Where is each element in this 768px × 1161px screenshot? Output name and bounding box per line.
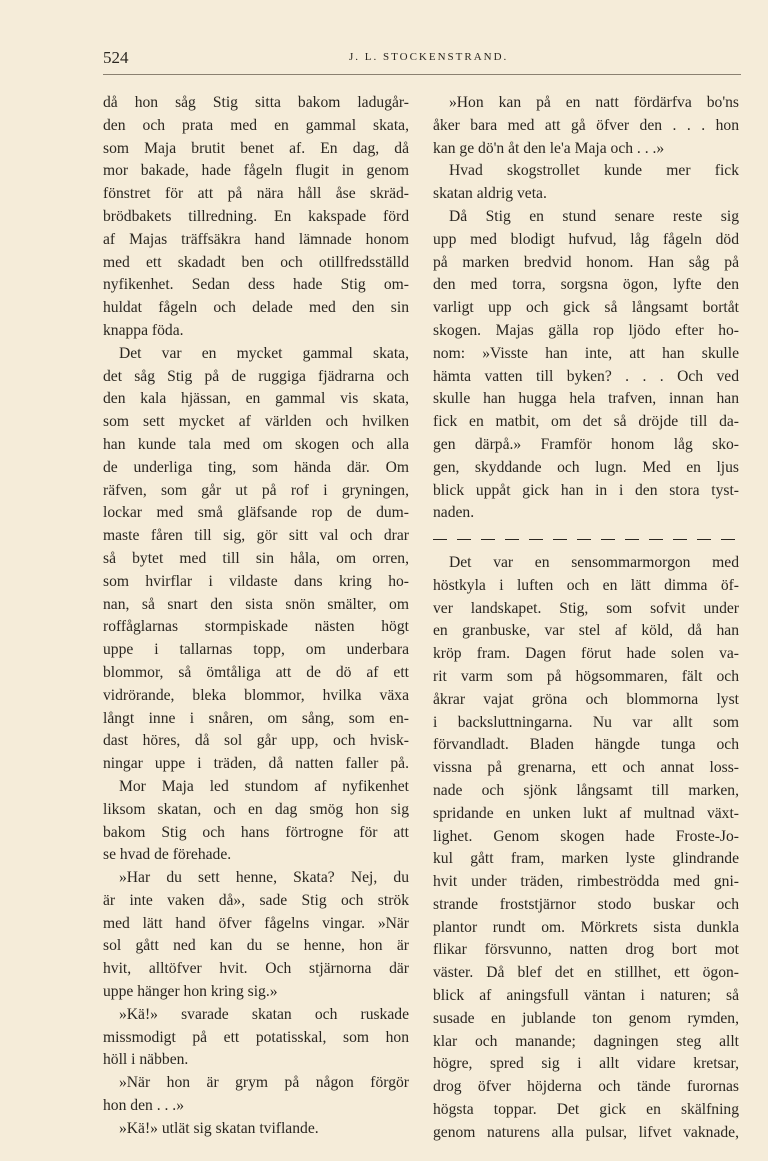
text-line: gen, skyddande och lugn. Med en ljus	[433, 458, 739, 476]
text-line: strande froststjärnor stodo buskar och	[433, 895, 739, 913]
text-line: bakom Stig och hans förtrogne för att	[103, 823, 409, 841]
text-line: »När hon är grym på någon förgör	[119, 1074, 409, 1092]
text-line: blommor, så ömtåliga att de dö af ett	[103, 663, 409, 681]
text-line: kan ge dö'n åt den le'a Maja och . . .»	[433, 139, 665, 157]
text-line: Hvad skogstrollet kunde mer fick	[449, 162, 739, 180]
text-line: långt inne i snåren, om sång, som en-	[103, 709, 409, 727]
text-line: det såg Stig på de ruggiga fjädrarna och	[103, 367, 409, 385]
text-line: ver landskapet. Stig, som sofvit under	[433, 599, 739, 617]
text-line: uppe i tallarnas topp, om underbara	[103, 641, 409, 659]
text-line: missmodigt på ett potatisskal, som hon	[103, 1028, 409, 1046]
right-column	[433, 92, 739, 1145]
text-line: blick uppåt gick han in i den stora tyst-	[433, 481, 739, 499]
text-line: susade en jublande ton genom rymden,	[433, 1009, 739, 1027]
text-line: räfven, som går ut på rof i gryningen,	[103, 481, 409, 499]
text-line: de underliga ting, som hända där. Om	[103, 458, 409, 476]
text-line: höstkyla i luften och en lätt dimma öf-	[433, 576, 739, 594]
right-column-part-a	[433, 92, 739, 525]
text-line: blick af aningsfull väntan i naturen; så	[433, 987, 739, 1005]
text-line: Mor Maja led stundom af nyfikenhet	[119, 777, 409, 795]
text-line: hämta vatten till byken? . . . Och ved	[433, 367, 739, 385]
text-line: nan, så snart den sista snön smälter, om	[103, 595, 409, 613]
text-line: ningar uppe i träden, då natten faller på.	[103, 755, 409, 773]
text-line: plantor rundt om. Mörkrets sista dunkla	[433, 918, 739, 936]
text-line: nyfikenhet. Sedan dess hade Stig om-	[103, 276, 409, 294]
text-line: uppe hänger hon kring sig.»	[103, 983, 278, 1001]
text-line: se hvad de förehade.	[103, 846, 232, 864]
text-line: som sett mycket af världen och hvilken	[103, 413, 409, 431]
text-line: med ett skadadt ben och otillfredsställd	[103, 253, 409, 271]
text-line: hvit, alltöfver hvit. Och stjärnorna där	[103, 960, 409, 978]
text-line: skogen. Majas gälla rop ljödo efter ho-	[433, 321, 739, 339]
text-line: så bytet med till sin håla, om orren,	[103, 549, 409, 567]
text-line: är inte vaken då», sade Stig och strök	[103, 891, 409, 909]
text-line: på marken bredvid honom. Han såg på	[433, 253, 739, 271]
text-line: »Har du sett henne, Skata? Nej, du	[119, 869, 409, 887]
text-line: kul gått fram, marken lyste glindrande	[433, 850, 739, 868]
text-line: väster. Då blef det en stillhet, ett ögon-	[433, 964, 739, 982]
text-line: varligt upp och gick så långsamt bortåt	[433, 299, 739, 317]
text-line: lighet. Genom skogen hade Froste-Jo-	[433, 827, 739, 845]
text-line: drog öfver höjderna och tände furornas	[433, 1078, 739, 1096]
text-line: fick en matbit, om det så dröjde till da-	[433, 413, 739, 431]
text-line: naden.	[433, 504, 475, 522]
text-line: maste fåren till sig, gör sitt val och drar	[103, 527, 409, 545]
text-line: af Majas träffsäkra hand lämnade honom	[103, 230, 409, 248]
text-line: »Hon kan på en natt fördärfva bo'ns	[449, 94, 739, 111]
text-line: kröp fram. Dagen förut hade solen va-	[433, 645, 739, 663]
text-line: nom: »Visste han inte, att han skulle	[433, 344, 739, 362]
text-line: genom naturens alla pulsar, lifvet vaknade,	[433, 1123, 739, 1141]
text-line: förvandladt. Bladen hängde tunga och	[433, 736, 739, 754]
text-line: den och prata med en gammal skata,	[103, 116, 409, 134]
text-line: som Maja brutit benet af. En dag, då	[103, 139, 409, 157]
text-line: höll i näbben.	[103, 1051, 189, 1069]
text-line: liksom skatan, och en dag smög hon sig	[103, 800, 409, 818]
text-line: han kunde tala med om skogen och alla	[103, 435, 409, 453]
text-line: med lätt hand öfver fågelns vingar. »När	[103, 914, 409, 932]
text-line: nade och sjönk långsamt till marken,	[433, 781, 739, 799]
text-line: rit varm som på högsommaren, fält och	[433, 667, 739, 685]
text-line: lockar med små gläfsande rop de dum-	[103, 504, 409, 522]
text-line: »Kä!» utlät sig skatan tviflande.	[119, 1119, 319, 1137]
text-line: vidrörande, bleka blommor, hvilka växa	[103, 686, 409, 704]
text-line: flikar försvunno, natten drog bort mot	[433, 941, 739, 959]
text-line: klar och manande; dagningen steg allt	[433, 1032, 739, 1050]
text-line: den med torra, sorgsna ögon, lyfte den	[433, 276, 739, 294]
text-line: en granbuske, var stel af köld, då han	[433, 622, 739, 640]
text-line: Det var en mycket gammal skata,	[119, 344, 409, 362]
text-line: åkrar vajat gröna och blommorna lyst	[433, 690, 739, 708]
text-line: roffåglarnas stormpiskade nästen högt	[103, 618, 409, 636]
text-line: Det var en sensommarmorgon med	[449, 553, 739, 571]
page-header	[103, 46, 741, 75]
text-line: som hvirflar i vildaste dans kring ho-	[103, 572, 409, 590]
text-line: mor bakade, hade fågeln flugit in genom	[103, 162, 409, 180]
running-head: J. L. STOCKENSTRAND.	[349, 51, 509, 63]
text-line: högsta toppar. Det gick en skälfning	[433, 1101, 739, 1119]
text-line: högre, spred sig i allt vidare kretsar,	[433, 1055, 739, 1073]
text-line: upp med blodigt hufvud, låg fågeln död	[433, 230, 739, 248]
text-line: hvit under träden, rimbeströdda med gni-	[433, 873, 739, 891]
left-column	[103, 92, 409, 1141]
text-line: fönstret för att på nära håll åse skräd-	[103, 185, 409, 203]
text-line: vissna på grenarna, ett och annat loss-	[433, 759, 739, 777]
page-number: 524	[103, 48, 129, 67]
section-divider	[433, 527, 739, 550]
text-line: brödbakets tillredning. En kakspade förd	[103, 207, 409, 225]
text-line: åker bara med att gå öfver den . . . hon	[433, 116, 739, 134]
text-line: spridande en unken lukt af multnad växt-	[433, 804, 739, 822]
text-line: skulle han hugga hela trafven, innan han	[433, 390, 739, 408]
text-line: knappa föda.	[103, 321, 184, 339]
text-line: då hon såg Stig sitta bakom ladugår-	[103, 94, 409, 111]
text-line: skatan aldrig veta.	[433, 185, 547, 203]
text-line: huldat fågeln och delade med den sin	[103, 299, 409, 317]
right-column-part-b	[433, 552, 739, 1145]
text-line: sol gått ned kan du se henne, hon är	[103, 937, 409, 955]
text-line: i backsluttningarna. Nu var allt som	[433, 713, 739, 731]
text-line: »Kä!» svarade skatan och ruskade	[119, 1005, 409, 1023]
text-line: Då Stig en stund senare reste sig	[449, 207, 739, 225]
text-line: gen därpå.» Framför honom låg sko-	[433, 435, 739, 453]
text-line: dast höres, då sol går upp, och hvisk-	[103, 732, 409, 750]
text-line: hon den . . .»	[103, 1097, 184, 1115]
text-line: den kala hjässan, en gammal vis skata,	[103, 390, 409, 408]
